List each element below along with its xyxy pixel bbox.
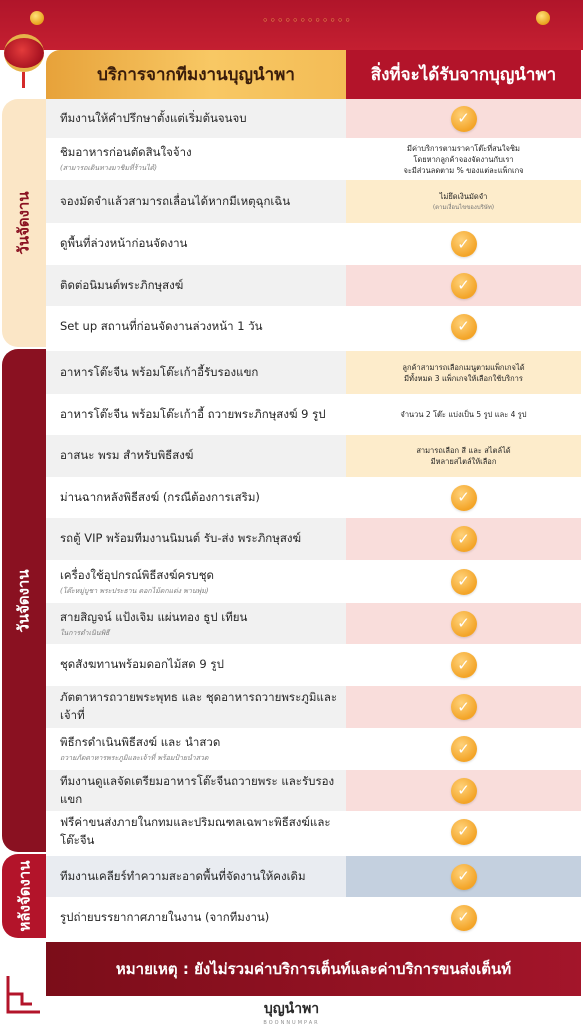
- table-row: [46, 351, 581, 394]
- table-row: [46, 686, 581, 728]
- benefit-cell: [346, 306, 581, 347]
- benefit-cell: [346, 644, 581, 686]
- service-cell: [46, 644, 346, 686]
- service-label: พิธีกรดำเนินพิธีสงฆ์ และ นำสวด: [60, 735, 221, 749]
- benefit-text-wrap: [400, 409, 526, 420]
- service-label: ม่านฉากหลังพิธีสงฆ์ (กรณีต้องการเสริม): [60, 489, 260, 504]
- brand-logo: [0, 998, 583, 1024]
- benefit-text: ลูกค้าสามารถเลือกเมนูตามแพ็กเกจได้ มีทั้งหมด 3 แพ็กเกจให้เลือกใช้บริการ: [402, 362, 525, 383]
- table-row: [46, 223, 581, 265]
- service-sublabel: (โต๊ะหมู่บูชา พระประธาน ดอกไม้ตกแต่ง พานพุ่ม): [60, 586, 209, 595]
- benefit-text: จำนวน 2 โต๊ะ แบ่งเป็น 5 รูป และ 4 รูป: [400, 410, 527, 419]
- service-cell: [46, 351, 346, 394]
- benefit-cell: [346, 856, 581, 897]
- gold-orb-left-icon: [30, 11, 44, 25]
- service-cell: [46, 518, 346, 560]
- benefit-cell: [346, 180, 581, 223]
- table-row: [46, 856, 581, 897]
- check-icon: ✓: [451, 526, 477, 552]
- service-cell: [46, 138, 346, 180]
- table-row: [46, 560, 581, 603]
- check-icon: ✓: [451, 106, 477, 132]
- check-icon: ✓: [451, 611, 477, 637]
- service-cell: [46, 265, 346, 306]
- table-row: [46, 435, 581, 477]
- benefit-cell: [346, 686, 581, 728]
- service-cell: [46, 223, 346, 265]
- section-before-event: [2, 99, 46, 347]
- service-sublabel: ถวายภัตตาหารพระภูมิและเจ้าที่ พร้อมป้ายนำสวด: [60, 754, 209, 762]
- service-cell: [46, 603, 346, 644]
- table-row: [46, 265, 581, 306]
- benefit-cell: [346, 811, 581, 852]
- table-row: [46, 180, 581, 223]
- benefit-cell: [346, 770, 581, 811]
- service-label: ทีมงานให้คำปรึกษาตั้งแต่เริ่มต้นจนจบ: [60, 110, 247, 125]
- header-benefits: สิ่งที่จะได้รับจากบุญนำพา: [346, 50, 581, 99]
- service-label: อาสนะ พรม สำหรับพิธีสงฆ์: [60, 448, 194, 462]
- service-label: อาหารโต๊ะจีน พร้อมโต๊ะเก้าอี้รับรองแขก: [60, 364, 259, 379]
- table-row: [46, 138, 581, 180]
- benefit-cell: [346, 728, 581, 770]
- footer-note: หมายเหตุ : ยังไม่รวมค่าบริการเต็นท์และค่าบริการขนส่งเต็นท์: [46, 942, 581, 996]
- service-cell: [46, 99, 346, 138]
- service-label: รูปถ่ายบรรยากาศภายในงาน (จากทีมงาน): [60, 909, 270, 924]
- header-services: บริการจากทีมงานบุญนำพา: [46, 50, 346, 99]
- gold-orb-right-icon: [536, 11, 550, 25]
- table-row: [46, 306, 581, 347]
- service-label: ติดต่อนิมนต์พระภิกษุสงฆ์: [60, 277, 184, 292]
- lantern-tassel: [22, 72, 25, 88]
- check-icon: ✓: [451, 778, 477, 804]
- service-cell: [46, 435, 346, 477]
- benefit-cell: [346, 435, 581, 477]
- service-label: สายสิญจน์ แป้งเจิม แผ่นทอง ธูป เทียน: [60, 609, 248, 624]
- check-icon: ✓: [451, 273, 477, 299]
- top-banner: [0, 0, 583, 50]
- service-cell: [46, 728, 346, 770]
- section-label: วันจัดงาน: [15, 568, 33, 633]
- section-event-day: [2, 349, 46, 852]
- service-label: ทีมงานเคลียร์ทำความสะอาดพื้นที่จัดงานให้คงเดิม: [60, 868, 306, 883]
- check-icon: ✓: [451, 485, 477, 511]
- service-label: ฟรีค่าขนส่งภายในกทมและปริมณฑลเฉพาะพิธีสงฆ์และโต๊ะจีน: [60, 814, 331, 847]
- table-row: [46, 603, 581, 644]
- table-row: [46, 770, 581, 811]
- service-cell: [46, 686, 346, 728]
- service-cell: [46, 770, 346, 811]
- benefit-text-wrap: [433, 191, 494, 213]
- table-row: [46, 99, 581, 138]
- table-row: [46, 394, 581, 435]
- benefit-cell: [346, 603, 581, 644]
- brand-name: บุญนำพา: [263, 1001, 320, 1017]
- service-cell: [46, 306, 346, 347]
- benefit-cell: [346, 351, 581, 394]
- service-cell: [46, 560, 346, 603]
- benefit-cell: [346, 138, 581, 180]
- benefit-cell: [346, 897, 581, 938]
- service-cell: [46, 897, 346, 938]
- service-cell: [46, 180, 346, 223]
- lantern-icon: [4, 34, 44, 72]
- benefit-text-wrap: [403, 143, 523, 176]
- check-icon: ✓: [451, 652, 477, 678]
- table-row: [46, 728, 581, 770]
- table-row: [46, 518, 581, 560]
- service-label: ทีมงานดูแลจัดเตรียมอาหารโต๊ะจีนถวายพระ และรับรองแขก: [60, 773, 335, 806]
- check-icon: ✓: [451, 231, 477, 257]
- service-label: ดูพื้นที่ล่วงหน้าก่อนจัดงาน: [60, 236, 188, 250]
- check-icon: ✓: [451, 694, 477, 720]
- table-row: [46, 477, 581, 518]
- service-cell: [46, 477, 346, 518]
- check-icon: ✓: [451, 819, 477, 845]
- table-row: [46, 811, 581, 852]
- service-cell: [46, 811, 346, 852]
- service-sublabel: (สามารถเดินทางมาชิมที่ร้านได้): [60, 164, 157, 172]
- check-icon: ✓: [451, 905, 477, 931]
- benefit-cell: [346, 99, 581, 138]
- section-label: หลังจัดงาน: [15, 860, 33, 932]
- service-label: เครื่องใช้อุปกรณ์พิธีสงฆ์ครบชุด: [60, 567, 214, 582]
- cloud-ornament-icon: ◦◦◦◦◦◦◦◦◦◦◦◦: [262, 14, 352, 27]
- service-label: ชิมอาหารก่อนตัดสินใจจ้าง: [60, 145, 192, 159]
- benefit-cell: [346, 518, 581, 560]
- benefit-text-wrap: [416, 445, 510, 467]
- service-label: ชุดสังฆทานพร้อมดอกไม้สด 9 รูป: [60, 657, 224, 671]
- benefit-cell: [346, 265, 581, 306]
- service-label: จองมัดจำแล้วสามารถเลื่อนได้หากมีเหตุฉุกเฉิน: [60, 193, 291, 208]
- service-label: ภัตตาหารถวายพระพุทธ และ ชุดอาหารถวายพระภูมิและเจ้าที่: [60, 690, 338, 722]
- benefit-text: ไม่ยึดเงินมัดจำ: [439, 191, 488, 201]
- benefit-note: (ตามเงื่อนไขของบริษัท): [432, 203, 495, 211]
- check-icon: ✓: [451, 864, 477, 890]
- benefit-text: สามารถเลือก สี และ สไตล์ได้ มีหลายสไตล์ให้เลือก: [416, 446, 511, 466]
- check-icon: ✓: [451, 314, 477, 340]
- service-label: อาหารโต๊ะจีน พร้อมโต๊ะเก้าอี้ ถวายพระภิกษุสงฆ์ 9 รูป: [60, 406, 326, 421]
- benefit-cell: [346, 477, 581, 518]
- service-cell: [46, 856, 346, 897]
- section-after-event: [2, 854, 46, 938]
- benefit-cell: [346, 223, 581, 265]
- check-icon: ✓: [451, 736, 477, 762]
- benefit-text: มีค่าบริการตามราคาโต๊ะที่สนใจชิม โดยหากลูกค้าจองจัดงานกับเรา จะมีส่วนลดตาม % ของแต่ละแพ็กเกจ: [403, 143, 524, 175]
- section-label: วันจัดงาน: [15, 191, 33, 255]
- benefit-text-wrap: [402, 362, 524, 384]
- service-label: Set up สถานที่ก่อนจัดงานล่วงหน้า 1 วัน: [60, 318, 263, 333]
- check-icon: ✓: [451, 569, 477, 595]
- benefit-cell: [346, 560, 581, 603]
- brand-tagline: BOONNUMPAR: [263, 1020, 320, 1024]
- benefit-cell: [346, 394, 581, 435]
- service-label: รถตู้ VIP พร้อมทีมงานนิมนต์ รับ-ส่ง พระภิกษุสงฆ์: [60, 531, 302, 545]
- service-cell: [46, 394, 346, 435]
- service-sublabel: ในการดำเนินพิธี: [60, 628, 110, 637]
- table-row: [46, 897, 581, 938]
- table-row: [46, 644, 581, 686]
